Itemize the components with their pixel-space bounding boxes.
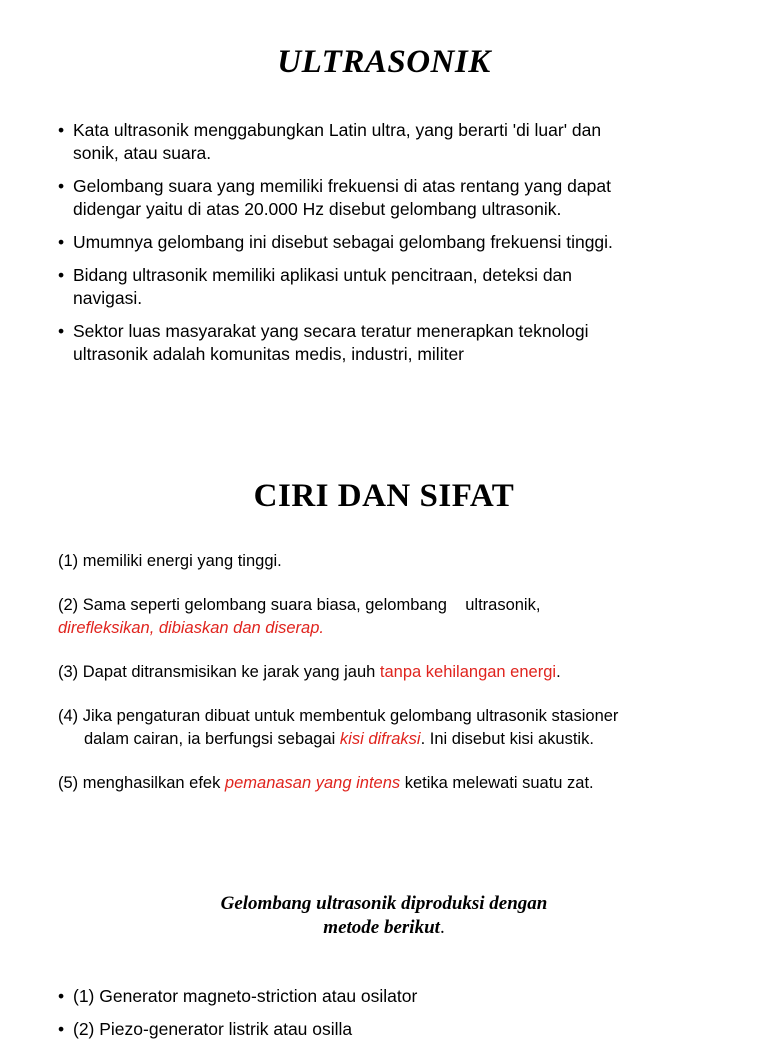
property-text: (2) Sama seperti gelombang suara biasa, gelombang ultrasonik,	[58, 596, 541, 614]
highlight-text: pemanasan yang intens	[224, 774, 401, 792]
heading-line: metode berikut	[323, 917, 440, 938]
property-item	[58, 772, 738, 795]
highlight-text: kisi difraksi	[339, 730, 421, 748]
list-item-line: (1) Generator magneto-striction atau osilator	[73, 986, 418, 1006]
properties-list	[58, 550, 738, 816]
page-title: ULTRASONIK	[277, 44, 491, 80]
property-item	[58, 550, 738, 573]
ultrasonik-bullet-list	[58, 119, 718, 376]
property-text: (4) Jika pengaturan dibuat untuk membentuk gelombang ultrasonik stasioner	[58, 707, 619, 725]
list-item	[58, 175, 718, 221]
property-continuation	[58, 728, 738, 751]
section-title: CIRI DAN SIFAT	[253, 478, 515, 514]
property-text: dalam cairan, ia berfungsi sebagai	[84, 730, 340, 748]
list-item-line: Kata ultrasonik menggabungkan Latin ultra, yang berarti 'di luar' dan	[73, 120, 602, 140]
list-item	[58, 1018, 718, 1041]
list-item	[58, 119, 718, 165]
property-text: . Ini disebut kisi akustik.	[420, 730, 594, 748]
property-text: ketika melewati suatu zat.	[400, 774, 594, 792]
heading-dot: .	[439, 917, 445, 938]
list-item-line: sonik, atau suara.	[73, 143, 212, 163]
list-item	[58, 985, 718, 1008]
list-item-line: Umumnya gelombang ini disebut sebagai gelombang frekuensi tinggi.	[73, 232, 613, 252]
property-item	[58, 661, 738, 684]
property-text: (3) Dapat ditransmisikan ke jarak yang jauh	[58, 663, 380, 681]
list-item-line: Sektor luas masyarakat yang secara teratur menerapkan teknologi	[73, 321, 589, 341]
property-text: .	[556, 663, 561, 681]
list-item-line: navigasi.	[73, 288, 143, 308]
property-item	[58, 594, 738, 640]
highlight-text: direfleksikan, dibiaskan dan diserap.	[58, 619, 324, 637]
heading-line: Gelombang ultrasonik diproduksi dengan	[220, 893, 548, 914]
list-item-line: (2) Piezo-generator listrik atau osilla	[73, 1019, 353, 1039]
list-item	[58, 320, 718, 366]
list-item-line: Gelombang suara yang memiliki frekuensi di atas rentang yang dapat	[73, 176, 611, 196]
highlight-text: tanpa kehilangan energi	[379, 663, 557, 681]
property-item	[58, 705, 738, 751]
list-item	[58, 264, 718, 310]
production-methods-heading	[0, 892, 768, 940]
production-methods-list	[58, 985, 718, 1051]
property-text: (5) menghasilkan efek	[58, 774, 225, 792]
list-item-line: Bidang ultrasonik memiliki aplikasi untuk pencitraan, deteksi dan	[73, 265, 573, 285]
property-text: (1) memiliki energi yang tinggi.	[58, 552, 282, 570]
list-item	[58, 231, 718, 254]
list-item-line: ultrasonik adalah komunitas medis, industri, militer	[73, 344, 464, 364]
list-item-line: didengar yaitu di atas 20.000 Hz disebut gelombang ultrasonik.	[73, 199, 562, 219]
